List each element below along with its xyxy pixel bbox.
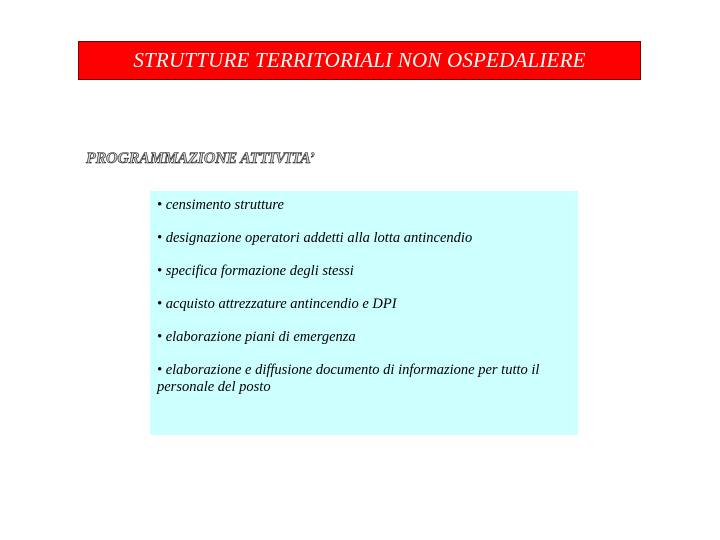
title-banner [78, 41, 641, 80]
list-item: • censimento strutture [157, 197, 284, 213]
list-item: • elaborazione piani di emergenza [157, 329, 356, 345]
list-item: • acquisto attrezzature antincendio e DPI [157, 296, 397, 312]
list-item: • designazione operatori addetti alla lotta antincendio [157, 230, 473, 246]
list-item: • elaborazione e diffusione documento di informazione per tutto il personale del posto [157, 362, 540, 395]
activities-list [150, 191, 578, 435]
section-heading: PROGRAMMAZIONE ATTIVITA’ [86, 150, 315, 167]
slide-title: STRUTTURE TERRITORIALI NON OSPEDALIERE [133, 48, 586, 72]
list-item: • specifica formazione degli stessi [157, 263, 354, 279]
